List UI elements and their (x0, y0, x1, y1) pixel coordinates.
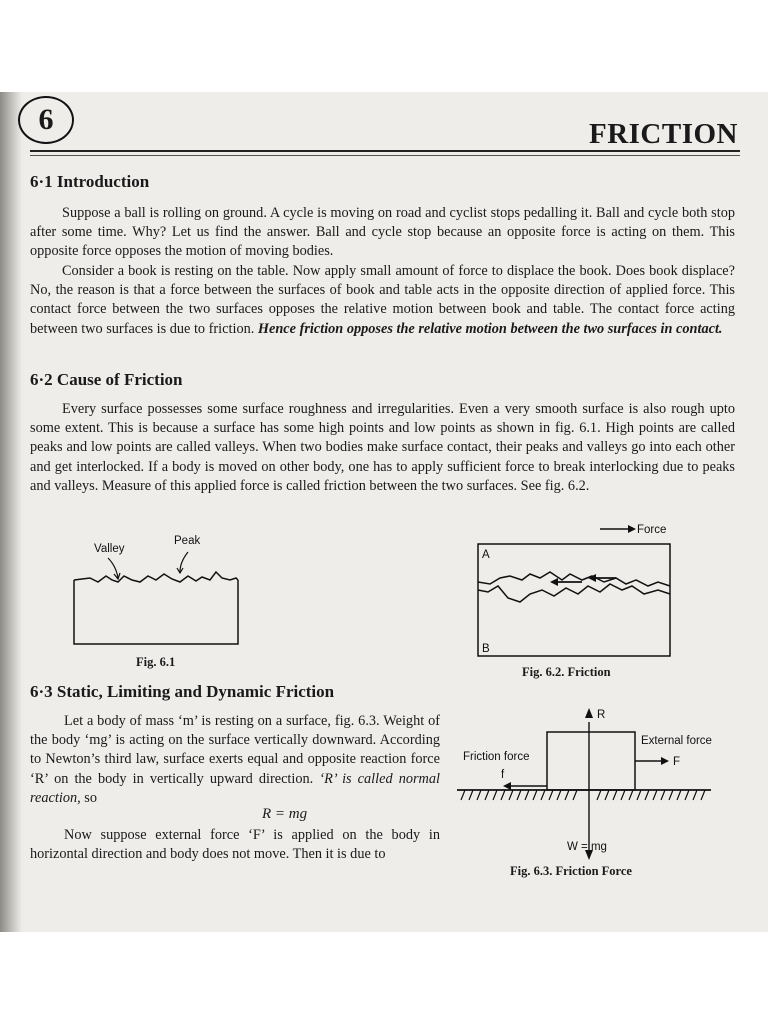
section-heading-static-limiting-dynamic: 6·3 Static, Limiting and Dynamic Friction (30, 682, 335, 701)
friction-force-label: Friction force (463, 751, 530, 763)
static-friction-paragraph-2: Now suppose external force ‘F’ is applied on the body in horizontal direction and body does not move. Then it is due to (30, 827, 440, 863)
external-force-arrowhead (661, 757, 669, 765)
equation-r-equals-mg: R = mg (262, 806, 308, 822)
friction-definition-emphasis: Hence friction opposes the relative motion between the two surfaces in contact. (257, 320, 723, 337)
section-heading-introduction: 6·1 Introduction (30, 172, 150, 191)
introduction-paragraph-1: Suppose a ball is rolling on ground. A cycle is moving on road and cyclist stops pedalling it. Ball and cycle both stop after some time. Why? Let us find the answer. Ball and cycle stop because an opposite force is acting on them. This opposite force opposes the motion of moving bodies. (30, 205, 735, 260)
figure-6-2-friction (470, 514, 710, 664)
external-force-label: External force (641, 735, 712, 747)
friction-force-arrowhead (503, 782, 511, 790)
section-heading-cause-of-friction: 6·2 Cause of Friction (30, 370, 183, 389)
static-friction-paragraph-1-end: so (84, 789, 97, 806)
figure-6-3-caption: Fig. 6.3. Friction Force (510, 864, 632, 878)
upper-surface-A-line (478, 572, 670, 586)
figure-6-1-caption: Fig. 6.1 (136, 655, 176, 669)
friction-force-symbol: f (501, 769, 505, 781)
valley-label: Valley (94, 543, 125, 555)
normal-reaction-italic: ‘R’ is called normal reaction, (30, 770, 440, 806)
peak-label: Peak (174, 535, 201, 547)
figure-6-1-surface-roughness (60, 532, 260, 652)
introduction-paragraph-2-text: Consider a book is resting on the table. Now apply small amount of force to displace the book. Does book displace? No, the reason is that a force between the surfaces of book and table acts in the opposite direction of applied force. This contact force between the two surfaces opposes the relative motion between book and table. The contact force acting between two surfaces is due to friction. (30, 263, 735, 337)
cause-paragraph: Every surface possesses some surface roughness and irregularities. Even a very smooth surface is also rough upto some extent. This is because a surface has some high points and low points as shown in fig. 6.1. High points are called peaks and low points are called valleys. When two bodies make surface contact, their peaks and valleys go into each other and get interlocked. If a body is moved on other body, one has to apply sufficient force to break interlocking due to peaks and valleys. Measure of this applied force is called friction between the two surfaces. See fig. 6.2. (30, 401, 735, 494)
figure-6-3-friction-force (455, 704, 730, 864)
weight-label: W = mg (567, 841, 607, 853)
block-outline (478, 544, 670, 656)
resting-body-block (547, 732, 635, 790)
figure-6-2-caption: Fig. 6.2. Friction (522, 665, 611, 679)
external-force-symbol: F (673, 756, 681, 768)
normal-reaction-arrowhead (585, 708, 593, 718)
rough-surface-line (74, 572, 238, 582)
header-rule-thin (30, 155, 740, 156)
book-spine-shadow (0, 92, 22, 932)
chapter-title: FRICTION (588, 118, 738, 150)
force-label: Force (637, 524, 667, 536)
normal-reaction-label: R (597, 709, 606, 721)
introduction-paragraph-2 (30, 262, 735, 339)
header-rule (30, 150, 740, 152)
static-friction-paragraph-1-text: Let a body of mass ‘m’ is resting on a surface, fig. 6.3. Weight of the body ‘mg’ is acting on the surface vertically downward. According to Newton’s third law, surface exerts equal and opposite reaction force ‘R’ on the body in vertically upward direction. (30, 713, 440, 787)
friction-arrowhead-1 (550, 578, 558, 586)
surface-block-outline (74, 580, 238, 644)
lower-surface-B-line (478, 584, 670, 602)
surface-a-label: A (482, 549, 490, 561)
textbook-page (0, 92, 768, 932)
peak-pointer-arrow (180, 552, 188, 572)
static-friction-paragraph-1 (30, 712, 440, 808)
surface-b-label: B (482, 643, 490, 655)
ground-hatching (461, 790, 705, 800)
valley-pointer-arrow (108, 558, 118, 578)
force-arrowhead (628, 525, 636, 533)
chapter-number: 6 (18, 96, 74, 144)
